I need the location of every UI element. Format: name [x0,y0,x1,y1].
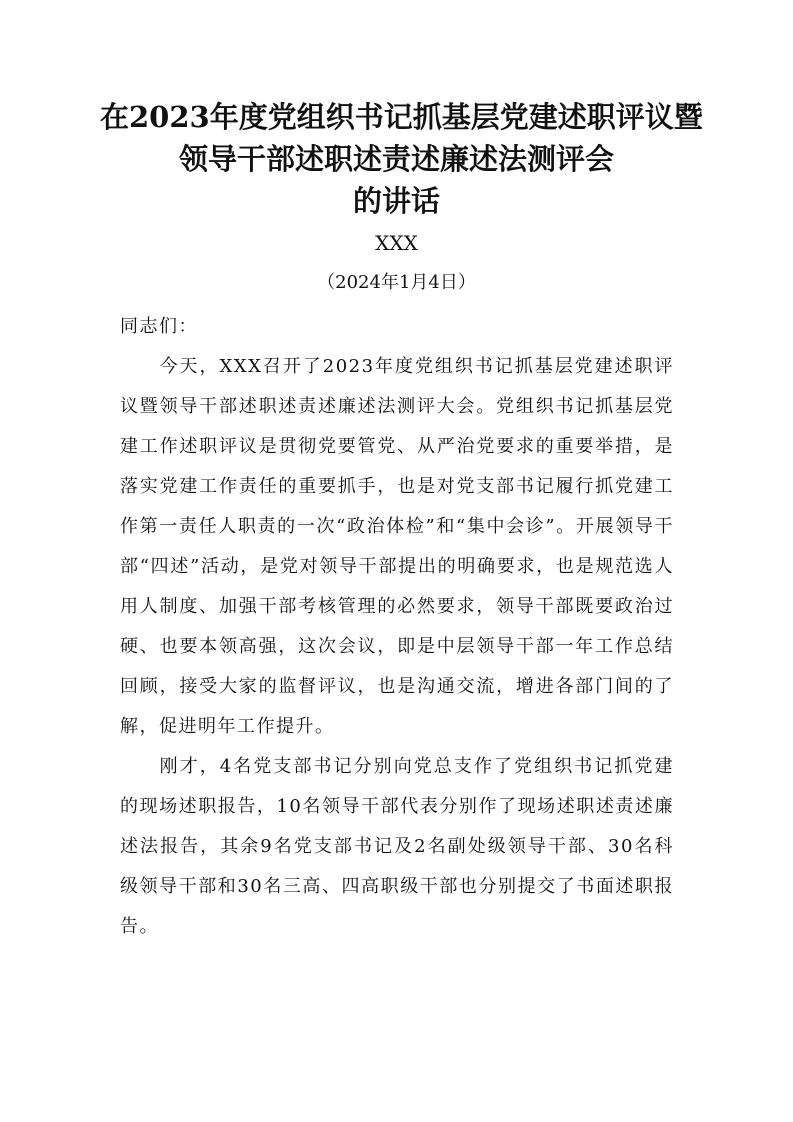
paragraph-1: 今天，XXX召开了2023年度党组织书记抓基层党建述职评议暨领导干部述职述责述廉述法测评大会。党组织书记抓基层党建工作述职评议是贯彻党要管党、从严治党要求的重要举措，是落实党建工作责任的重要抓手，也是对党支部书记履行抓党建工作第一责任人职责的一次“政治体检”和“集中会诊”。开展领导干部“四述”活动，是党对领导干部提出的明确要求，也是规范选人用人制度、加强干部考核管理的必然要求，领导干部既要政治过硬、也要本领高强，这次会议，即是中层领导干部一年工作总结回顾，接受大家的监督评议，也是沟通交流，增进各部门间的了解，促进明年工作提升。 [120,356,674,737]
paragraph-2: 刚才，4名党支部书记分别向党总支作了党组织书记抓党建的现场述职报告，10名领导干部代表分别作了现场述职述责述廉述法报告，其余9名党支部书记及2名副处级领导干部、30名科级领导干部和30名三高、四高职级干部也分别提交了书面述职报告。 [120,756,674,937]
speech-body [120,307,674,947]
salutation: 同志们： [120,316,198,337]
title-line-1: 在2023年度党组织书记抓基层党建述职评议暨 [100,100,703,134]
speech-date: （2024年1月4日） [317,272,476,293]
document-title [100,96,703,222]
title-line-2: 领导干部述职述责述廉述法测评会 [178,142,614,176]
title-line-3: 的讲话 [352,184,440,218]
speaker-name: XXX [375,231,418,255]
